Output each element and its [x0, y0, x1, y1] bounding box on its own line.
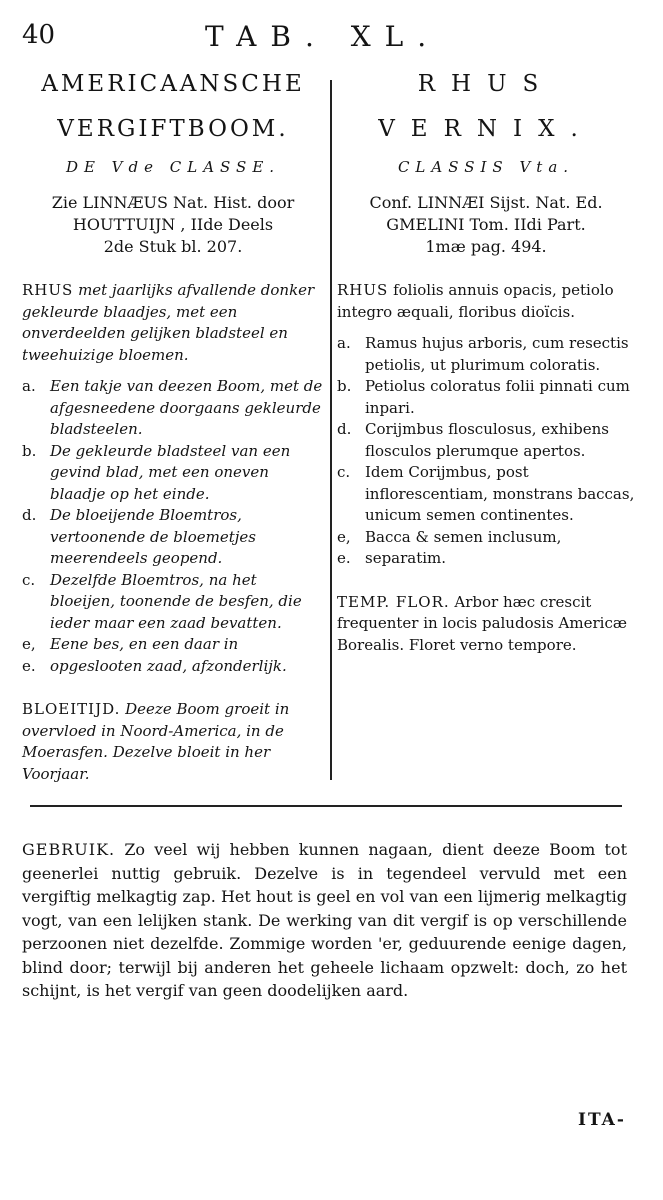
left-desc-text: met jaarlijks afvallende donker gekleurde blaadjes, met een onverdeelden gelijken bladsteel en tweehuizige bloemen. [22, 281, 315, 364]
right-heading-1: RHUS [417, 71, 555, 97]
left-heading-2: VERGIFTBOOM. [57, 116, 289, 142]
tab-title: TAB. XL. [205, 20, 441, 53]
right-classe: CLASSIS Vta. [397, 158, 575, 176]
right-temp-lead: TEMP. FLOR. [337, 592, 450, 611]
right-item-e-text: Bacca & semen inclusum, separatim. [365, 527, 562, 567]
right-column [337, 62, 635, 656]
column-divider [330, 80, 332, 780]
left-item-b-label: b. [22, 441, 37, 460]
left-description [22, 280, 324, 366]
left-column [22, 62, 324, 785]
left-reference [22, 192, 324, 258]
right-reference [337, 192, 635, 258]
left-item-d-text: De bloeijende Bloemtros, vertoonende de bloemetjes meerendeels geopend. [50, 506, 256, 567]
left-item-a-label: a. [22, 377, 36, 395]
right-desc-lead: RHUS [337, 281, 389, 299]
right-item-b-text: Petiolus coloratus folii pinnati cum inpari. [365, 377, 630, 417]
right-item-d-text: Corijmbus flosculosus, exhibens flosculos plerumque apertos. [365, 420, 609, 460]
left-item-d-label: d. [22, 506, 37, 524]
left-ref-line-2: HOUTTUIJN , IIde Deels [72, 215, 274, 234]
right-item-a-text: Ramus hujus arboris, cum resectis petiolis, ut plurimum coloratis. [365, 334, 629, 374]
right-item-b [337, 376, 635, 419]
right-item-a-label: a. [337, 334, 351, 352]
right-description [337, 280, 635, 323]
left-bloeitijd [22, 699, 324, 785]
left-ref-line-1: Zie LINNÆUS Nat. Hist. door [51, 193, 295, 212]
left-ref-line-3: 2de Stuk bl. 207. [103, 237, 243, 256]
left-item-e [22, 634, 324, 677]
gebruik-paragraph [22, 838, 627, 1003]
left-bloei-text: Deeze Boom groeit in overvloed in Noord-America, in de Moerasfen. Dezelve bloeit in her Voorjaar. [22, 700, 290, 783]
left-item-b [22, 441, 324, 506]
left-item-a-text: Een takje van deezen Boom, met de afgesneedene doorgaans gekleurde bladsteelen. [50, 377, 323, 438]
right-item-c-text: Idem Corijmbus, post inflorescentiam, monstrans baccas, unicum semen continentes. [365, 463, 635, 524]
right-ref-line-3: 1mæ pag. 494. [425, 237, 547, 256]
left-classe: DE Vde CLASSE. [65, 158, 281, 176]
left-item-c-text: Dezelfde Bloemtros, na het bloeijen, toonende de besfen, die ieder maar een zaad bevatten. [50, 570, 302, 632]
page-number: 40 [22, 20, 56, 50]
right-item-d [337, 419, 635, 462]
right-item-c-label: c. [337, 463, 351, 481]
left-item-d [22, 505, 324, 570]
right-ref-line-2: GMELINI Tom. IIdi Part. [386, 215, 586, 234]
right-item-e-label: e, e. [337, 527, 351, 567]
right-heading-2: VERNIX. [378, 116, 594, 142]
left-desc-lead: RHUS [22, 281, 74, 299]
right-item-d-label: d. [337, 420, 352, 438]
gebruik-lead: GEBRUIK. [22, 840, 116, 859]
left-item-e-text: Eene bes, en een daar in opgeslooten zaad, afzonderlijk. [50, 635, 287, 675]
left-item-c [22, 570, 324, 635]
catchword: ITA- [578, 1110, 626, 1130]
right-ref-line-1: Conf. LINNÆI Sijst. Nat. Ed. [369, 193, 603, 212]
right-item-a [337, 333, 635, 376]
left-item-b-text: De gekleurde bladsteel van een gevind blad, met een oneven blaadje op het einde. [50, 441, 291, 503]
gebruik-text: Zo veel wij hebben kunnen nagaan, dient deeze Boom tot geenerlei nuttig gebruik. Dezelve is in tegendeel vervuld met een vergiftig melkagtig zap. Het hout is geel en vol van een lijmerig melkagtig vogt, van een lelijken stank. De werking van dit vergif is op verschillende perzoonen niet dezelfde. Zommige worden 'er, geduurende eenige dagen, blind door; terwijl bij anderen het geheele lichaam opzwelt: doch, zo het schijnt, is het vergif van geen doodelijken aard. [22, 840, 627, 1000]
right-temp-flor [337, 592, 635, 657]
section-divider [30, 805, 622, 807]
right-item-e [337, 527, 635, 570]
right-temp-text: Arbor hæc crescit frequenter in locis paludosis Americæ Borealis. Floret verno tempore. [337, 592, 627, 654]
left-heading-1: AMERICAANSCHE [41, 71, 305, 97]
right-item-c [337, 462, 635, 527]
left-item-e-label: e, e. [22, 635, 36, 675]
left-item-c-label: c. [22, 570, 36, 589]
left-bloei-lead: BLOEITIJD. [22, 700, 121, 718]
left-item-a [22, 376, 324, 441]
right-desc-text: foliolis annuis opacis, petiolo integro æquali, floribus dioïcis. [337, 281, 614, 321]
right-item-b-label: b. [337, 377, 352, 395]
